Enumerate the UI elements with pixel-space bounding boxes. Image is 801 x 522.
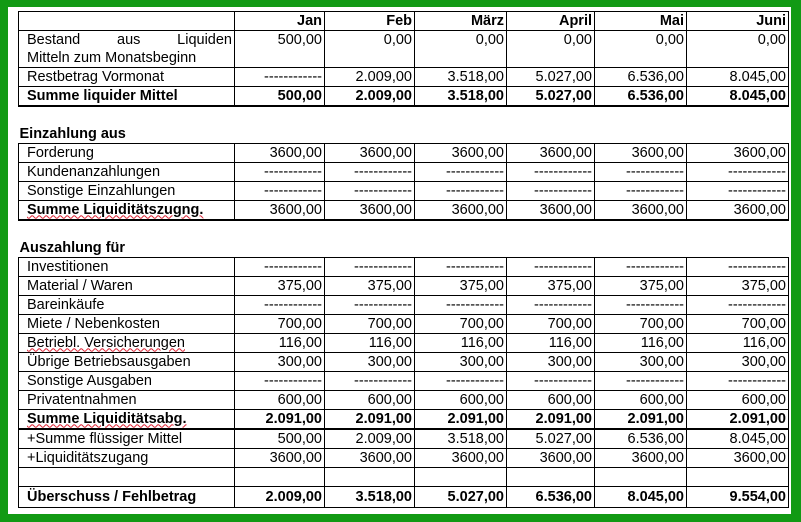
- row-label: +Summe flüssiger Mittel: [19, 429, 235, 449]
- value-cell: 2.009,00: [325, 429, 415, 449]
- value-cell: 116,00: [415, 334, 507, 353]
- value-cell: 8.045,00: [687, 68, 789, 87]
- summe-liquider-mittel-row: [19, 87, 789, 107]
- header-month: Mai: [595, 12, 687, 31]
- value-cell: ------------: [415, 182, 507, 201]
- table-row: [19, 144, 789, 163]
- value-cell: 8.045,00: [687, 429, 789, 449]
- bestand-label-line2: Mitteln zum Monatsbeginn: [27, 50, 197, 66]
- value-cell: 3600,00: [595, 201, 687, 221]
- value-cell: 700,00: [235, 315, 325, 334]
- row-label: Übrige Betriebsausgaben: [19, 353, 235, 372]
- value-cell: 3600,00: [415, 144, 507, 163]
- value-cell: 0,00: [415, 31, 507, 68]
- header-month: Juni: [687, 12, 789, 31]
- bestand-label: [19, 31, 235, 68]
- value-cell: ------------: [235, 68, 325, 87]
- spreadsheet-frame: [8, 7, 791, 514]
- spacer: [19, 106, 789, 125]
- value-cell: ------------: [595, 182, 687, 201]
- value-cell: 3600,00: [235, 449, 325, 468]
- section-header-auszahlung: [19, 239, 789, 258]
- section-title: Auszahlung für: [19, 239, 126, 256]
- row-label: Sonstige Einzahlungen: [19, 182, 235, 201]
- value-cell: 375,00: [595, 277, 687, 296]
- bestand-label-word: Bestand: [27, 32, 81, 48]
- value-cell: 0,00: [507, 31, 595, 68]
- empty-row: [19, 468, 789, 487]
- value-cell: 700,00: [415, 315, 507, 334]
- row-label-text: Summe Liquiditätszugng.: [27, 201, 204, 218]
- value-cell: 5.027,00: [507, 429, 595, 449]
- value-cell: 2.009,00: [325, 87, 415, 107]
- value-cell: 3600,00: [687, 144, 789, 163]
- value-cell: 5.027,00: [415, 487, 507, 508]
- value-cell: ------------: [687, 163, 789, 182]
- empty-cell: [507, 468, 595, 487]
- ueberschuss-fehlbetrag-row: [19, 487, 789, 508]
- table-row: [19, 315, 789, 334]
- value-cell: 0,00: [325, 31, 415, 68]
- value-cell: 3600,00: [595, 449, 687, 468]
- value-cell: ------------: [235, 163, 325, 182]
- value-cell: ------------: [325, 163, 415, 182]
- value-cell: 700,00: [325, 315, 415, 334]
- value-cell: 600,00: [507, 391, 595, 410]
- value-cell: ------------: [415, 258, 507, 277]
- row-label: Miete / Nebenkosten: [19, 315, 235, 334]
- value-cell: ------------: [595, 163, 687, 182]
- value-cell: 116,00: [595, 334, 687, 353]
- value-cell: 600,00: [325, 391, 415, 410]
- value-cell: ------------: [687, 372, 789, 391]
- value-cell: 2.091,00: [415, 410, 507, 430]
- value-cell: 500,00: [235, 87, 325, 107]
- value-cell: ------------: [595, 258, 687, 277]
- row-label: Überschuss / Fehlbetrag: [19, 487, 235, 508]
- value-cell: 116,00: [507, 334, 595, 353]
- value-cell: ------------: [415, 296, 507, 315]
- value-cell: ------------: [235, 296, 325, 315]
- table-row: [19, 277, 789, 296]
- value-cell: ------------: [325, 296, 415, 315]
- value-cell: 300,00: [415, 353, 507, 372]
- value-cell: 700,00: [595, 315, 687, 334]
- table-row: [19, 334, 789, 353]
- value-cell: 3600,00: [235, 201, 325, 221]
- value-cell: 375,00: [507, 277, 595, 296]
- summe-liquiditaetszugang-row: [19, 201, 789, 221]
- header-month: Jan: [235, 12, 325, 31]
- value-cell: 0,00: [595, 31, 687, 68]
- value-cell: 300,00: [507, 353, 595, 372]
- value-cell: 3600,00: [415, 449, 507, 468]
- value-cell: ------------: [235, 258, 325, 277]
- row-label: [19, 410, 235, 430]
- header-month: März: [415, 12, 507, 31]
- header-row: [19, 12, 789, 31]
- value-cell: ------------: [325, 182, 415, 201]
- empty-cell: [595, 468, 687, 487]
- value-cell: ------------: [235, 182, 325, 201]
- value-cell: 3600,00: [687, 201, 789, 221]
- value-cell: 5.027,00: [507, 68, 595, 87]
- value-cell: ------------: [507, 296, 595, 315]
- spacer: [19, 220, 789, 239]
- value-cell: ------------: [687, 296, 789, 315]
- summe-liquiditaetsabgang-row: [19, 410, 789, 430]
- bestand-label-word: aus: [117, 32, 141, 48]
- value-cell: 2.091,00: [325, 410, 415, 430]
- value-cell: ------------: [235, 372, 325, 391]
- row-label: Summe liquider Mittel: [19, 87, 235, 107]
- value-cell: 500,00: [235, 31, 325, 68]
- value-cell: 600,00: [235, 391, 325, 410]
- value-cell: 5.027,00: [507, 87, 595, 107]
- table-row: [19, 372, 789, 391]
- header-blank-cell: [19, 12, 235, 31]
- value-cell: 600,00: [687, 391, 789, 410]
- value-cell: ------------: [325, 258, 415, 277]
- value-cell: 3600,00: [325, 144, 415, 163]
- value-cell: 3600,00: [507, 201, 595, 221]
- value-cell: 3600,00: [687, 449, 789, 468]
- table-row: [19, 258, 789, 277]
- section-title: Einzahlung aus: [19, 125, 126, 142]
- value-cell: 600,00: [415, 391, 507, 410]
- empty-cell: [19, 468, 235, 487]
- value-cell: 3.518,00: [325, 487, 415, 508]
- value-cell: 500,00: [235, 429, 325, 449]
- value-cell: 3600,00: [507, 144, 595, 163]
- value-cell: 300,00: [325, 353, 415, 372]
- row-label: Privatentnahmen: [19, 391, 235, 410]
- value-cell: 2.091,00: [235, 410, 325, 430]
- value-cell: ------------: [595, 296, 687, 315]
- value-cell: ------------: [415, 372, 507, 391]
- row-label: Forderung: [19, 144, 235, 163]
- value-cell: 300,00: [595, 353, 687, 372]
- value-cell: 116,00: [325, 334, 415, 353]
- value-cell: ------------: [507, 163, 595, 182]
- table-row: [19, 163, 789, 182]
- bestand-label-word: Liquiden: [177, 32, 232, 48]
- value-cell: 3600,00: [325, 449, 415, 468]
- value-cell: ------------: [415, 163, 507, 182]
- row-label-text: Betriebl. Versicherungen: [27, 334, 185, 351]
- value-cell: 3600,00: [415, 201, 507, 221]
- value-cell: 2.091,00: [595, 410, 687, 430]
- value-cell: ------------: [325, 372, 415, 391]
- value-cell: ------------: [687, 258, 789, 277]
- value-cell: 2.091,00: [687, 410, 789, 430]
- value-cell: 3.518,00: [415, 87, 507, 107]
- value-cell: ------------: [687, 182, 789, 201]
- value-cell: 3600,00: [235, 144, 325, 163]
- liquidity-plan-table: [18, 11, 789, 508]
- table-row: [19, 296, 789, 315]
- value-cell: ------------: [507, 372, 595, 391]
- section-header-einzahlung: [19, 125, 789, 144]
- table-row: [19, 182, 789, 201]
- value-cell: ------------: [507, 258, 595, 277]
- value-cell: 3600,00: [507, 449, 595, 468]
- value-cell: 2.009,00: [235, 487, 325, 508]
- value-cell: 700,00: [507, 315, 595, 334]
- empty-cell: [325, 468, 415, 487]
- value-cell: 3600,00: [325, 201, 415, 221]
- value-cell: 700,00: [687, 315, 789, 334]
- row-label-text: Summe Liquiditätsabg.: [27, 410, 187, 427]
- table-row: [19, 353, 789, 372]
- value-cell: 116,00: [235, 334, 325, 353]
- row-label: Investitionen: [19, 258, 235, 277]
- bestand-row: [19, 31, 789, 68]
- value-cell: 375,00: [235, 277, 325, 296]
- value-cell: 6.536,00: [595, 87, 687, 107]
- value-cell: 2.009,00: [325, 68, 415, 87]
- value-cell: 375,00: [415, 277, 507, 296]
- row-label: +Liquiditätszugang: [19, 449, 235, 468]
- row-label: Restbetrag Vormonat: [19, 68, 235, 87]
- empty-cell: [235, 468, 325, 487]
- value-cell: 375,00: [325, 277, 415, 296]
- row-label: Bareinkäufe: [19, 296, 235, 315]
- empty-cell: [687, 468, 789, 487]
- value-cell: 8.045,00: [687, 87, 789, 107]
- header-month: April: [507, 12, 595, 31]
- value-cell: 2.091,00: [507, 410, 595, 430]
- value-cell: 3.518,00: [415, 68, 507, 87]
- value-cell: 3.518,00: [415, 429, 507, 449]
- value-cell: ------------: [507, 182, 595, 201]
- value-cell: 375,00: [687, 277, 789, 296]
- restbetrag-row: [19, 68, 789, 87]
- value-cell: 300,00: [235, 353, 325, 372]
- value-cell: 8.045,00: [595, 487, 687, 508]
- empty-cell: [415, 468, 507, 487]
- row-label: [19, 201, 235, 221]
- table-row: [19, 391, 789, 410]
- row-label: [19, 334, 235, 353]
- value-cell: 6.536,00: [595, 429, 687, 449]
- row-label: Sonstige Ausgaben: [19, 372, 235, 391]
- value-cell: 300,00: [687, 353, 789, 372]
- value-cell: 6.536,00: [507, 487, 595, 508]
- value-cell: ------------: [595, 372, 687, 391]
- row-label: Material / Waren: [19, 277, 235, 296]
- summe-fluessiger-mittel-row: [19, 429, 789, 449]
- value-cell: 0,00: [687, 31, 789, 68]
- value-cell: 600,00: [595, 391, 687, 410]
- value-cell: 9.554,00: [687, 487, 789, 508]
- value-cell: 116,00: [687, 334, 789, 353]
- row-label: Kundenanzahlungen: [19, 163, 235, 182]
- header-month: Feb: [325, 12, 415, 31]
- liquiditaetszugang-row: [19, 449, 789, 468]
- value-cell: 3600,00: [595, 144, 687, 163]
- value-cell: 6.536,00: [595, 68, 687, 87]
